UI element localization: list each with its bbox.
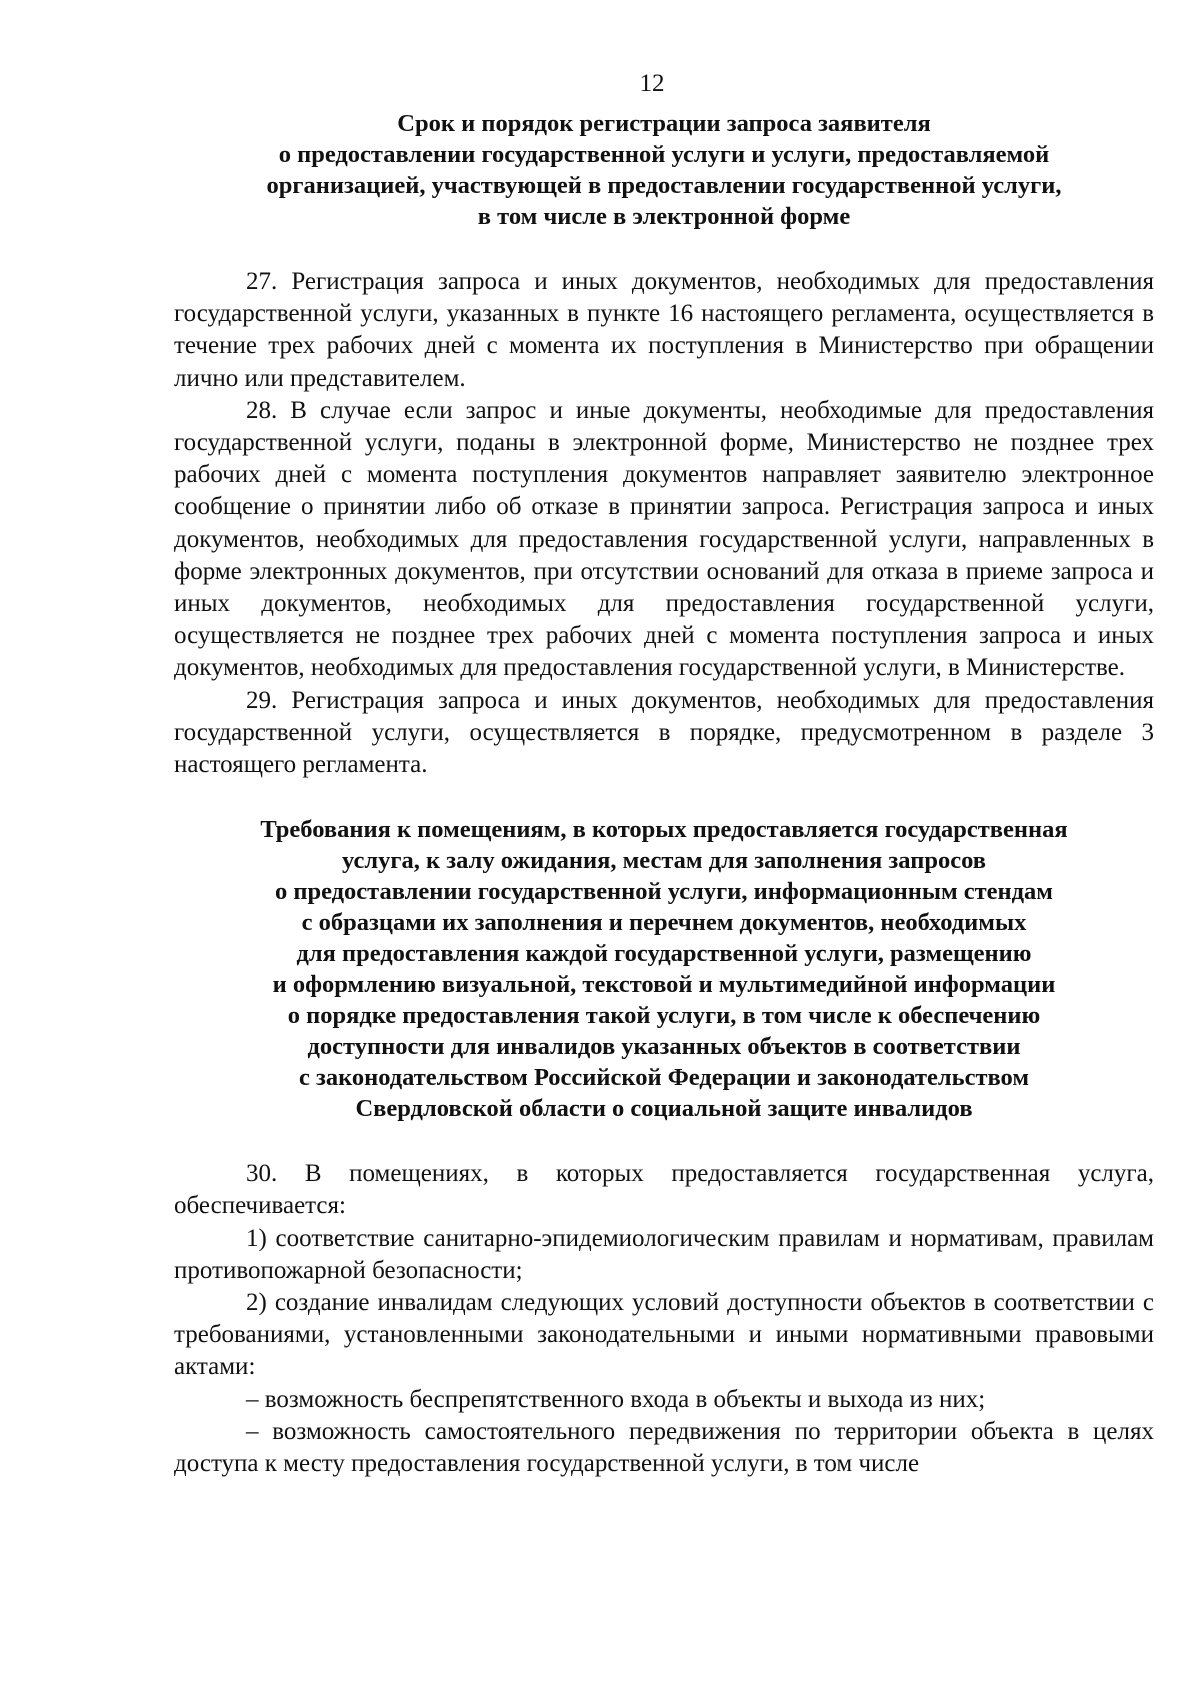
paragraph-29: 29. Регистрация запроса и иных документов, необходимых для предоставления государственной услуги, осуществляется в порядке, предусмотренном в разделе 3 настоящего регламента. xyxy=(174,686,1154,779)
section-heading-registration xyxy=(174,108,1154,232)
heading-line: организацией, участвующей в предоставлении государственной услуги, xyxy=(266,172,1062,199)
heading-line: и оформлению визуальной, текстовой и мультимедийной информации xyxy=(272,971,1056,999)
heading-line: в том числе в электронной форме xyxy=(477,203,851,230)
heading-line: о предоставлении государственной услуги, информационным стендам xyxy=(274,878,1053,906)
heading-line: о порядке предоставления такой услуги, в том числе к обеспечению xyxy=(287,1002,1041,1030)
heading-line: для предоставления каждой государственной услуги, размещению xyxy=(296,940,1032,968)
heading-line: о предоставлении государственной услуги и услуги, предоставляемой xyxy=(278,141,1050,168)
heading-line: с образцами их заполнения и перечнем документов, необходимых xyxy=(301,909,1027,937)
list-item-1: 1) соответствие санитарно-эпидемиологическим правилам и нормативам, правилам противопожарной безопасности; xyxy=(174,1224,1154,1284)
body-block-premises xyxy=(174,1158,1154,1480)
body-block-registration xyxy=(174,266,1154,781)
spacer xyxy=(174,781,1154,814)
paragraph-28: 28. В случае если запрос и иные документы, необходимые для предоставления государственной услуги, поданы в электронной форме, Министерство не позднее трех рабочих дней с момента поступления документов направляет заявителю электронное сообщение о принятии либо об отказе в принятии запроса. Регистрация запроса и иных документов, необходимых для предоставления государственной услуги, направленных в форме электронных документов, при отсутствии оснований для отказа в приеме запроса и иных документов, необходимых для предоставления государственной услуги, осуществляется не позднее трех рабочих дней с момента поступления запроса и иных документов, необходимых для предоставления государственной услуги, в Министерстве. xyxy=(174,396,1154,682)
list-item-2: 2) создание инвалидам следующих условий доступности объектов в соответствии с требованиями, установленными законодательными и иными нормативными правовыми актами: xyxy=(174,1289,1154,1381)
document-page xyxy=(174,70,1154,1480)
paragraph-30: 30. В помещениях, в которых предоставляется государственная услуга, обеспечивается: xyxy=(174,1160,1154,1220)
heading-line: услуга, к залу ожидания, местам для заполнения запросов xyxy=(342,847,986,875)
heading-line: доступности для инвалидов указанных объектов в соответствии xyxy=(307,1033,1021,1061)
heading-line: Срок и порядок регистрации запроса заявителя xyxy=(397,110,931,137)
dash-item-movement: – возможность самостоятельного передвижения по территории объекта в целях доступа к месту предоставления государственной услуги, в том числе xyxy=(174,1417,1154,1478)
heading-line: с законодательством Российской Федерации и законодательством xyxy=(298,1064,1030,1092)
dash-item-entry-exit: – возможность беспрепятственного входа в объекты и выхода из них; xyxy=(246,1385,986,1413)
heading-line: Свердловской области о социальной защите инвалидов xyxy=(355,1095,973,1123)
page-number: 12 xyxy=(639,70,665,97)
section-heading-premises xyxy=(174,814,1154,1124)
paragraph-27: 27. Регистрация запроса и иных документов, необходимых для предоставления государственной услуги, указанных в пункте 16 настоящего регламента, осуществляется в течение трех рабочих дней с момента их поступления в Министерство при обращении лично или представителем. xyxy=(174,268,1154,392)
heading-line: Требования к помещениям, в которых предоставляется государственная xyxy=(260,816,1068,844)
